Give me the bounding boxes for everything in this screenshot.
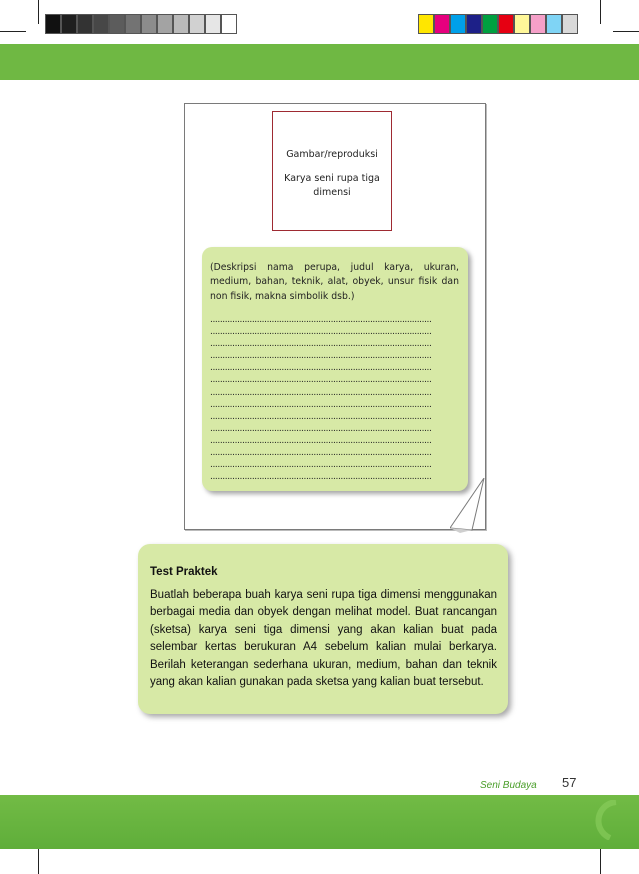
color-swatch: [93, 14, 109, 34]
color-swatch: [482, 14, 498, 34]
artwork-image-placeholder: [272, 111, 392, 231]
color-swatch: [546, 14, 562, 34]
crop-mark: [38, 0, 39, 24]
image-subcaption: Karya seni rupa tiga dimensi: [284, 173, 380, 198]
page-number: 57: [562, 775, 577, 790]
color-swatch: [45, 14, 61, 34]
decorative-swirl-icon: [586, 800, 626, 840]
dotted-line: ..........................................................................................: [210, 387, 432, 398]
header-band: [0, 44, 639, 80]
color-swatch: [173, 14, 189, 34]
color-swatch: [205, 14, 221, 34]
dotted-line: ..........................................................................................: [210, 423, 432, 434]
color-swatch: [125, 14, 141, 34]
color-swatch: [466, 14, 482, 34]
color-swatch: [562, 14, 578, 34]
dotted-line: ..........................................................................................: [210, 351, 432, 362]
test-title: Test Praktek: [150, 566, 218, 578]
description-instructions: (Deskripsi nama perupa, judul karya, ukuran, medium, bahan, teknik, alat, obyek, unsur fisik dan non fisik, makna simbolik dsb.): [210, 262, 459, 302]
color-swatch: [514, 14, 530, 34]
dotted-line: ..........................................................................................: [210, 315, 432, 325]
color-swatch: [221, 14, 237, 34]
color-swatch: [109, 14, 125, 34]
crop-mark: [613, 31, 639, 32]
dotted-line: ..........................................................................................: [210, 472, 432, 483]
crop-mark: [0, 31, 26, 32]
crop-mark: [600, 846, 601, 874]
color-swatch: [157, 14, 173, 34]
dotted-line: ..........................................................................................: [210, 339, 432, 350]
color-swatch: [77, 14, 93, 34]
color-swatch: [530, 14, 546, 34]
image-caption: Gambar/reproduksi: [286, 149, 378, 160]
dotted-line: ..........................................................................................: [210, 411, 432, 422]
dotted-line: ..........................................................................................: [210, 448, 432, 459]
crop-mark: [38, 846, 39, 874]
dotted-line: ..........................................................................................: [210, 363, 432, 374]
footer-band: [0, 795, 639, 849]
crop-mark: [600, 0, 601, 24]
color-swatch: [141, 14, 157, 34]
color-swatch: [189, 14, 205, 34]
dotted-line: ..........................................................................................: [210, 375, 432, 386]
color-swatch: [61, 14, 77, 34]
dotted-line: ..........................................................................................: [210, 399, 432, 410]
dotted-line: ..........................................................................................: [210, 327, 432, 338]
dotted-line: ..........................................................................................: [210, 435, 432, 446]
dotted-answer-lines: [210, 314, 459, 483]
color-swatch: [498, 14, 514, 34]
color-swatch: [450, 14, 466, 34]
color-swatch: [434, 14, 450, 34]
test-body: Buatlah beberapa buah karya seni rupa tiga dimensi menggunakan berbagai media dan obyek dengan melihat model. Buat rancangan (sketsa) karya seni tiga dimensi yang akan kalian buat pada selembar kertas berukuran A4 sebelum kalian mulai berkarya. Berilah keterangan sederhana ukuran, medium, bahan dan teknik yang akan kalian gunakan pada sketsa yang kalian buat tersebut.: [150, 589, 497, 689]
color-swatch: [418, 14, 434, 34]
book-title: Seni Budaya: [480, 780, 537, 791]
dotted-line: ..........................................................................................: [210, 460, 432, 471]
